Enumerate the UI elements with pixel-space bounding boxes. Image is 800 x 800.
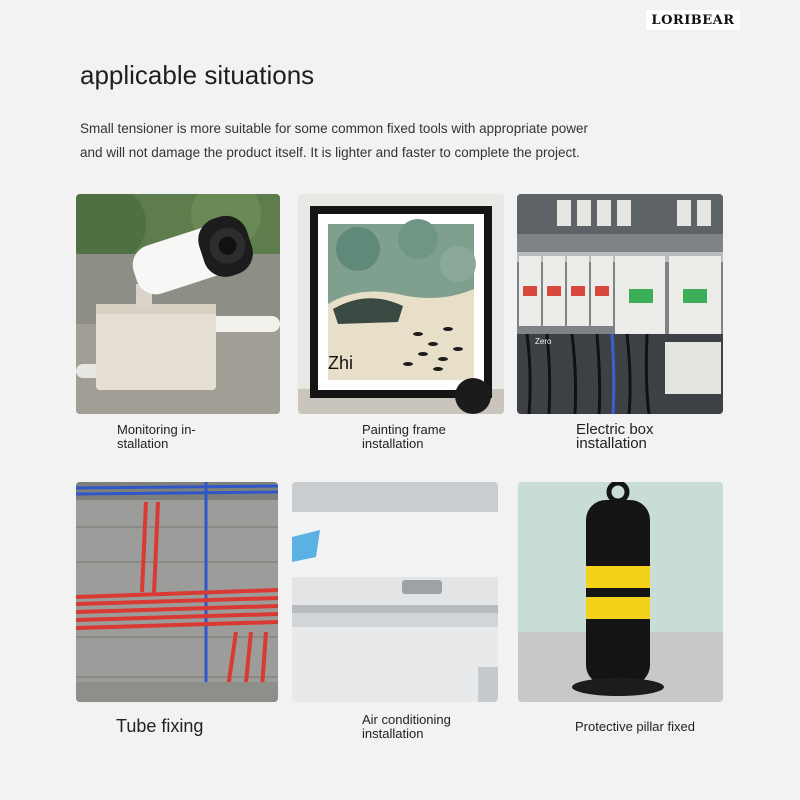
panel-label: Zero	[535, 337, 552, 346]
protective-pillar-photo	[518, 482, 723, 702]
air-conditioning-photo	[292, 482, 498, 702]
painting-watermark: Zhi	[328, 353, 354, 373]
description-line-2: and will not damage the product itself. It is lighter and faster to complete the project.	[80, 145, 580, 160]
painting-frame-photo	[298, 194, 504, 414]
electric-box-caption: Electric box installation	[576, 421, 654, 452]
page-title: applicable situations	[80, 60, 315, 90]
painting-frame-caption: Painting frame installation	[362, 422, 446, 451]
tube-fixing-photo	[76, 482, 278, 702]
protective-pillar-caption: Protective pillar fixed	[575, 719, 695, 734]
brand-logo-text: LORIBEAR	[651, 12, 735, 28]
brand-logo	[646, 10, 740, 30]
monitoring-caption: Monitoring in- stallation	[117, 422, 196, 451]
monitoring-photo	[76, 194, 280, 414]
air-conditioning-caption: Air conditioning installation	[362, 712, 451, 741]
description	[80, 117, 640, 165]
tube-fixing-caption: Tube fixing	[116, 716, 204, 736]
description-line-1: Small tensioner is more suitable for some common fixed tools with appropriate power	[80, 121, 588, 136]
electric-box-photo	[517, 194, 723, 414]
